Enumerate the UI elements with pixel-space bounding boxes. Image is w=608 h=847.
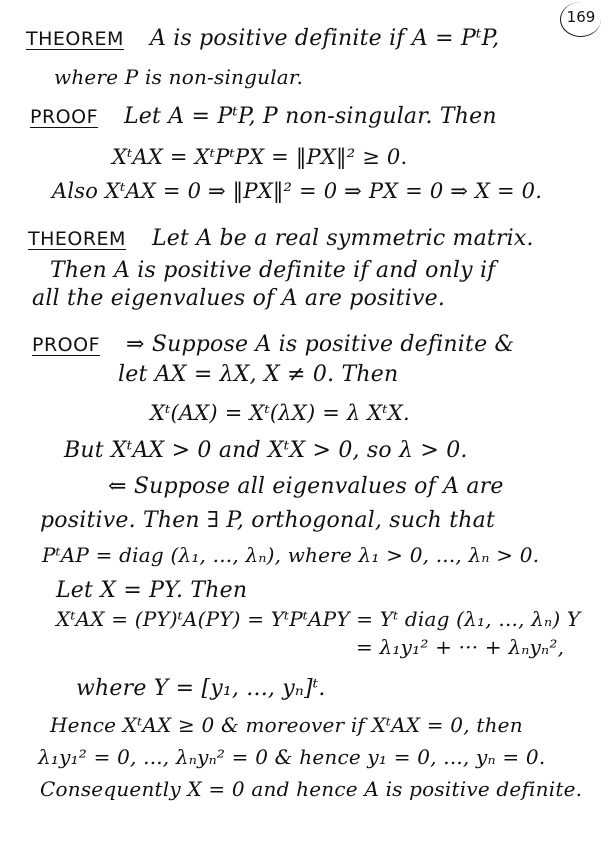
proof-2-final-conclusion: Consequently X = 0 and hence A is positive definite. — [40, 777, 583, 801]
theorem-2-statement: Let A be a real symmetric matrix. — [151, 226, 534, 251]
proof-2-nonnegativity: Hence XᵗAX ≥ 0 & moreover if XᵗAX = 0, then — [50, 713, 523, 737]
proof-2-orthogonal-p: positive. Then ∃ P, orthogonal, such that — [40, 508, 496, 533]
theorem-2-claim: Then A is positive definite if and only if — [50, 258, 496, 283]
theorem-1-line — [26, 26, 499, 52]
proof-2-diagonalization: PᵗAP = diag (λ₁, ..., λₙ), where λ₁ > 0, ..., λₙ > 0. — [42, 543, 540, 567]
theorem-heading: THEOREM — [26, 28, 124, 50]
theorem-1-statement: A is positive definite if A = PᵗP, — [149, 26, 500, 51]
proof-2-sum-of-squares: = λ₁y₁² + ··· + λₙyₙ², — [356, 635, 565, 659]
theorem-heading: THEOREM — [28, 228, 126, 250]
proof-1-line — [30, 104, 497, 130]
page-number: 169 — [560, 2, 601, 37]
proof-2-forward-conclusion: But XᵗAX > 0 and XᵗX > 0, so λ > 0. — [64, 438, 468, 463]
proof-1-conclusion: Also XᵗAX = 0 ⇒ ‖PX‖² = 0 ⇒ PX = 0 ⇒ X = 0. — [52, 179, 543, 203]
proof-heading: PROOF — [32, 334, 100, 356]
proof-heading: PROOF — [30, 106, 98, 128]
proof-2-line — [32, 332, 514, 358]
proof-1-opening: Let A = PᵗP, P non-singular. Then — [124, 104, 497, 129]
theorem-1-condition: where P is non-singular. — [54, 65, 304, 89]
proof-2-zero-terms: λ₁y₁² = 0, ..., λₙyₙ² = 0 & hence y₁ = 0, ..., yₙ = 0. — [38, 745, 546, 769]
proof-2-forward-direction: ⇒ Suppose A is positive definite & — [126, 332, 515, 357]
theorem-2-claim-continued: all the eigenvalues of A are positive. — [32, 286, 446, 311]
proof-2-reverse-direction: ⇐ Suppose all eigenvalues of A are — [108, 474, 504, 499]
proof-2-eigen-equation: Xᵗ(AX) = Xᵗ(λX) = λ XᵗX. — [150, 401, 410, 425]
theorem-2-line — [28, 226, 534, 252]
proof-2-substitution: Let X = PY. Then — [56, 578, 248, 603]
proof-2-y-definition: where Y = [y₁, ..., yₙ]ᵗ. — [76, 676, 326, 701]
proof-2-eigen-setup: let AX = λX, X ≠ 0. Then — [118, 362, 399, 387]
proof-2-quadratic-form: XᵗAX = (PY)ᵗA(PY) = YᵗPᵗAPY = Yᵗ diag (λ₁, ..., λₙ) Y — [56, 607, 581, 631]
proof-1-equation: XᵗAX = XᵗPᵗPX = ‖PX‖² ≥ 0. — [112, 145, 408, 169]
